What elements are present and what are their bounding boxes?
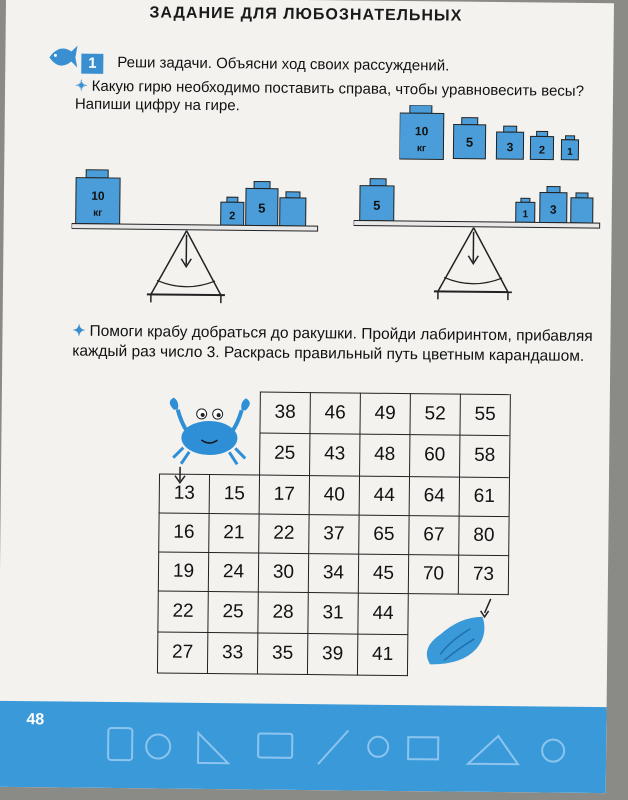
page-title: ЗАДАНИЕ ДЛЯ ЛЮБОЗНАТЕЛЬНЫХ	[149, 4, 463, 25]
maze-cell[interactable]: 48	[360, 434, 410, 476]
shell-icon	[410, 594, 507, 671]
maze-cell[interactable]: 60	[410, 435, 460, 477]
maze-cell[interactable]: 46	[310, 393, 360, 435]
weight-10kg-top: 10	[414, 124, 429, 139]
scale-left-weight-2-label: 2	[229, 210, 236, 223]
maze-cell[interactable]: 39	[307, 633, 357, 675]
crab-cell	[160, 391, 261, 475]
bullet-star-icon: ✦	[72, 322, 86, 340]
school-doodles-icon	[0, 701, 607, 793]
weight-5	[453, 118, 485, 159]
scale-left-weight-10kg	[76, 170, 121, 224]
maze-cell[interactable]: 65	[359, 515, 409, 555]
maze-cell[interactable]: 16	[159, 512, 209, 552]
scale-left-weight-5-label: 5	[258, 200, 266, 216]
bullet-star-icon: ✦	[74, 77, 88, 95]
maze-cell[interactable]: 22	[259, 514, 309, 554]
maze-cell[interactable]: 19	[158, 551, 208, 591]
fish-icon	[45, 41, 79, 71]
weight-10kg	[399, 105, 444, 159]
maze-cell[interactable]: 38	[260, 392, 310, 434]
maze-cell[interactable]: 52	[410, 394, 460, 436]
start-arrow-icon	[173, 467, 187, 485]
scale-right-weight-3-label: 3	[549, 202, 557, 217]
maze-cell[interactable]: 24	[208, 552, 258, 592]
maze-cell[interactable]: 25	[208, 591, 258, 633]
weight-5-label: 5	[465, 134, 474, 150]
maze-cell[interactable]: 37	[309, 514, 359, 554]
weights-row	[399, 105, 590, 167]
weight-10kg-bottom: кг	[416, 143, 427, 155]
maze-row	[160, 391, 510, 436]
maze-cell[interactable]: 64	[409, 476, 459, 516]
question-maze-text: Помоги крабу добраться до ракушки. Пройди лабиринтом, прибавляя каждый раз число 3. Раскрась правильный путь цветным карандашом.	[72, 322, 593, 365]
maze-cell[interactable]: 27	[157, 632, 207, 674]
maze-cell[interactable]: 45	[358, 554, 408, 594]
maze-row	[158, 551, 508, 594]
maze-cell[interactable]: 30	[258, 553, 308, 593]
scale-right-weight-1-label: 1	[522, 209, 529, 221]
scale-right-weight-3	[540, 186, 567, 222]
maze-cell[interactable]: 13	[159, 473, 209, 513]
scale-left-weight-10kg-bottom: кг	[93, 207, 103, 219]
maze-cell[interactable]: 40	[309, 475, 359, 515]
maze-cell[interactable]: 41	[357, 634, 407, 676]
weight-3-label: 3	[506, 140, 514, 155]
task-number-badge: 1	[81, 54, 103, 74]
maze-cell[interactable]: 70	[408, 554, 458, 594]
maze-cell[interactable]: 31	[308, 592, 358, 634]
scale-right	[353, 171, 604, 314]
scale-right-weight-5	[360, 179, 394, 221]
crab-icon	[161, 391, 258, 468]
maze-cell[interactable]: 35	[257, 633, 307, 675]
scale-right-weight-1	[516, 198, 535, 222]
weight-1-label: 1	[567, 146, 573, 158]
maze-cell[interactable]: 22	[158, 590, 208, 632]
maze-cell[interactable]: 61	[459, 477, 509, 517]
scale-left-weight-2	[221, 197, 244, 225]
scale-right-weight-blank[interactable]	[571, 193, 593, 223]
question-maze	[72, 322, 602, 368]
maze-cell[interactable]: 49	[360, 393, 410, 435]
scale-right-weight-5-label: 5	[373, 197, 381, 213]
question-weights-text: Какую гирю необходимо поставить справа, чтобы уравновесить весы? Напиши цифру на гире.	[74, 77, 585, 115]
maze-cell[interactable]: 73	[458, 555, 508, 595]
maze-cell[interactable]: 15	[209, 474, 259, 514]
scale-left-weight-5	[246, 181, 278, 225]
maze-row	[158, 590, 508, 635]
maze-cell[interactable]: 17	[259, 475, 309, 515]
maze-row	[159, 512, 509, 555]
maze-cell[interactable]: 55	[460, 394, 510, 436]
maze-cell[interactable]: 43	[310, 434, 360, 476]
page-number: 48	[26, 711, 45, 729]
maze-cell[interactable]: 25	[260, 433, 310, 475]
maze-cell[interactable]: 44	[358, 593, 408, 635]
scale-left	[71, 168, 322, 311]
weight-2-label: 2	[538, 144, 546, 157]
shell-cell	[407, 593, 508, 677]
maze-cell[interactable]: 80	[459, 516, 509, 556]
maze-cell[interactable]: 67	[409, 515, 459, 555]
scale-left-weight-blank[interactable]	[280, 192, 306, 226]
weight-2	[530, 131, 553, 159]
maze-cell[interactable]: 44	[359, 476, 409, 516]
maze-row	[159, 473, 509, 516]
scale-left-weight-10kg-top: 10	[91, 188, 105, 203]
maze-cell[interactable]: 28	[258, 592, 308, 634]
task-heading: Реши задачи. Объясни ход своих рассуждений.	[117, 54, 450, 75]
maze-grid	[157, 390, 511, 677]
weight-3	[496, 126, 523, 159]
maze-cell[interactable]: 34	[308, 553, 358, 593]
maze-cell[interactable]: 21	[209, 513, 259, 553]
maze-cell[interactable]: 33	[207, 632, 257, 674]
maze-cell[interactable]: 58	[460, 435, 510, 477]
footer-band	[0, 701, 607, 793]
weight-1	[561, 136, 578, 160]
